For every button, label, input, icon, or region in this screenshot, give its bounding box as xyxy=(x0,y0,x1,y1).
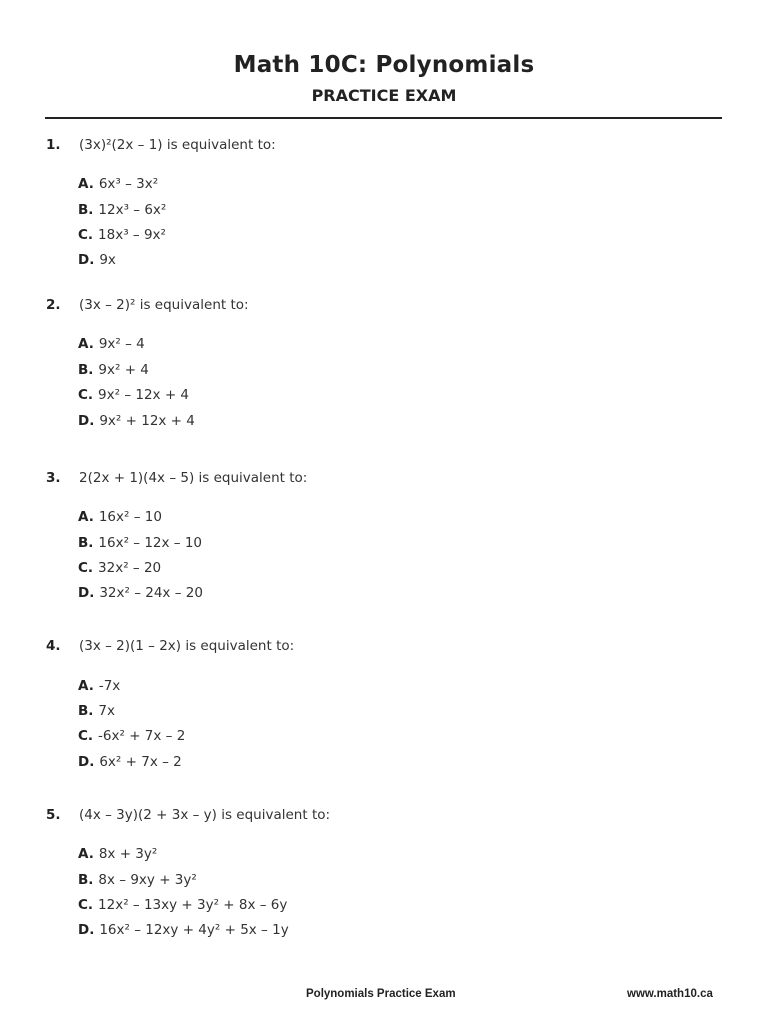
option-letter: C. xyxy=(78,728,94,744)
question-text: (4x – 3y)(2 + 3x – y) is equivalent to: xyxy=(79,807,331,823)
option-letter: B. xyxy=(78,202,94,218)
option-text: 9x² + 4 xyxy=(98,362,149,378)
option-letter: D. xyxy=(78,413,95,429)
option-b xyxy=(78,362,149,378)
option-letter: B. xyxy=(78,703,94,719)
option-c xyxy=(78,560,161,576)
question-text: (3x – 2)(1 – 2x) is equivalent to: xyxy=(79,638,295,654)
option-letter: C. xyxy=(78,387,94,403)
option-letter: C. xyxy=(78,560,94,576)
option-c xyxy=(78,897,287,913)
question-text: (3x – 2)² is equivalent to: xyxy=(79,297,249,313)
option-text: -7x xyxy=(98,678,121,694)
option-text: 32x² – 24x – 20 xyxy=(99,585,203,601)
option-text: 9x xyxy=(99,252,116,268)
option-text: 7x xyxy=(98,703,116,719)
question-text: 2(2x + 1)(4x – 5) is equivalent to: xyxy=(79,470,308,486)
option-a xyxy=(78,336,145,352)
option-letter: D. xyxy=(78,585,95,601)
option-text: 9x² – 4 xyxy=(98,336,145,352)
option-d xyxy=(78,585,203,601)
option-d xyxy=(78,922,289,938)
option-text: 8x – 9xy + 3y² xyxy=(98,872,197,888)
option-d xyxy=(78,413,195,429)
option-a xyxy=(78,509,162,525)
option-text: 6x² + 7x – 2 xyxy=(99,754,182,770)
option-letter: D. xyxy=(78,922,95,938)
header-divider xyxy=(45,117,722,119)
question-number: 4. xyxy=(46,638,61,654)
question-number: 3. xyxy=(46,470,61,486)
option-c xyxy=(78,728,185,744)
page-title: Math 10C: Polynomials xyxy=(233,52,535,78)
option-b xyxy=(78,535,202,551)
option-letter: C. xyxy=(78,897,94,913)
page-subtitle: PRACTICE EXAM xyxy=(311,86,457,105)
option-letter: B. xyxy=(78,872,94,888)
option-b xyxy=(78,872,197,888)
option-text: 12x² – 13xy + 3y² + 8x – 6y xyxy=(98,897,288,913)
option-text: 12x³ – 6x² xyxy=(98,202,167,218)
question-number: 5. xyxy=(46,807,61,823)
option-c xyxy=(78,227,166,243)
option-letter: D. xyxy=(78,252,95,268)
option-letter: D. xyxy=(78,754,95,770)
option-d xyxy=(78,252,116,268)
option-letter: A. xyxy=(78,846,94,862)
option-letter: B. xyxy=(78,535,94,551)
option-text: 9x² + 12x + 4 xyxy=(99,413,195,429)
option-letter: B. xyxy=(78,362,94,378)
question-number: 2. xyxy=(46,297,61,313)
option-c xyxy=(78,387,189,403)
option-letter: A. xyxy=(78,336,94,352)
option-letter: A. xyxy=(78,678,94,694)
option-text: 6x³ – 3x² xyxy=(98,176,159,192)
option-letter: A. xyxy=(78,509,94,525)
option-b xyxy=(78,202,166,218)
footer-title: Polynomials Practice Exam xyxy=(306,988,456,1000)
option-text: 18x³ – 9x² xyxy=(98,227,166,243)
option-letter: A. xyxy=(78,176,94,192)
option-a xyxy=(78,846,157,862)
footer-website-link[interactable]: www.math10.ca xyxy=(627,988,713,1000)
option-text: 32x² – 20 xyxy=(98,560,162,576)
question-text: (3x)²(2x – 1) is equivalent to: xyxy=(79,137,276,153)
option-b xyxy=(78,703,115,719)
option-text: -6x² + 7x – 2 xyxy=(98,728,186,744)
option-a xyxy=(78,678,120,694)
option-text: 9x² – 12x + 4 xyxy=(98,387,190,403)
question-number: 1. xyxy=(46,137,61,153)
option-text: 8x + 3y² xyxy=(98,846,158,862)
option-text: 16x² – 10 xyxy=(98,509,162,525)
option-text: 16x² – 12x – 10 xyxy=(98,535,203,551)
option-letter: C. xyxy=(78,227,94,243)
option-a xyxy=(78,176,158,192)
option-text: 16x² – 12xy + 4y² + 5x – 1y xyxy=(99,922,289,938)
option-d xyxy=(78,754,182,770)
